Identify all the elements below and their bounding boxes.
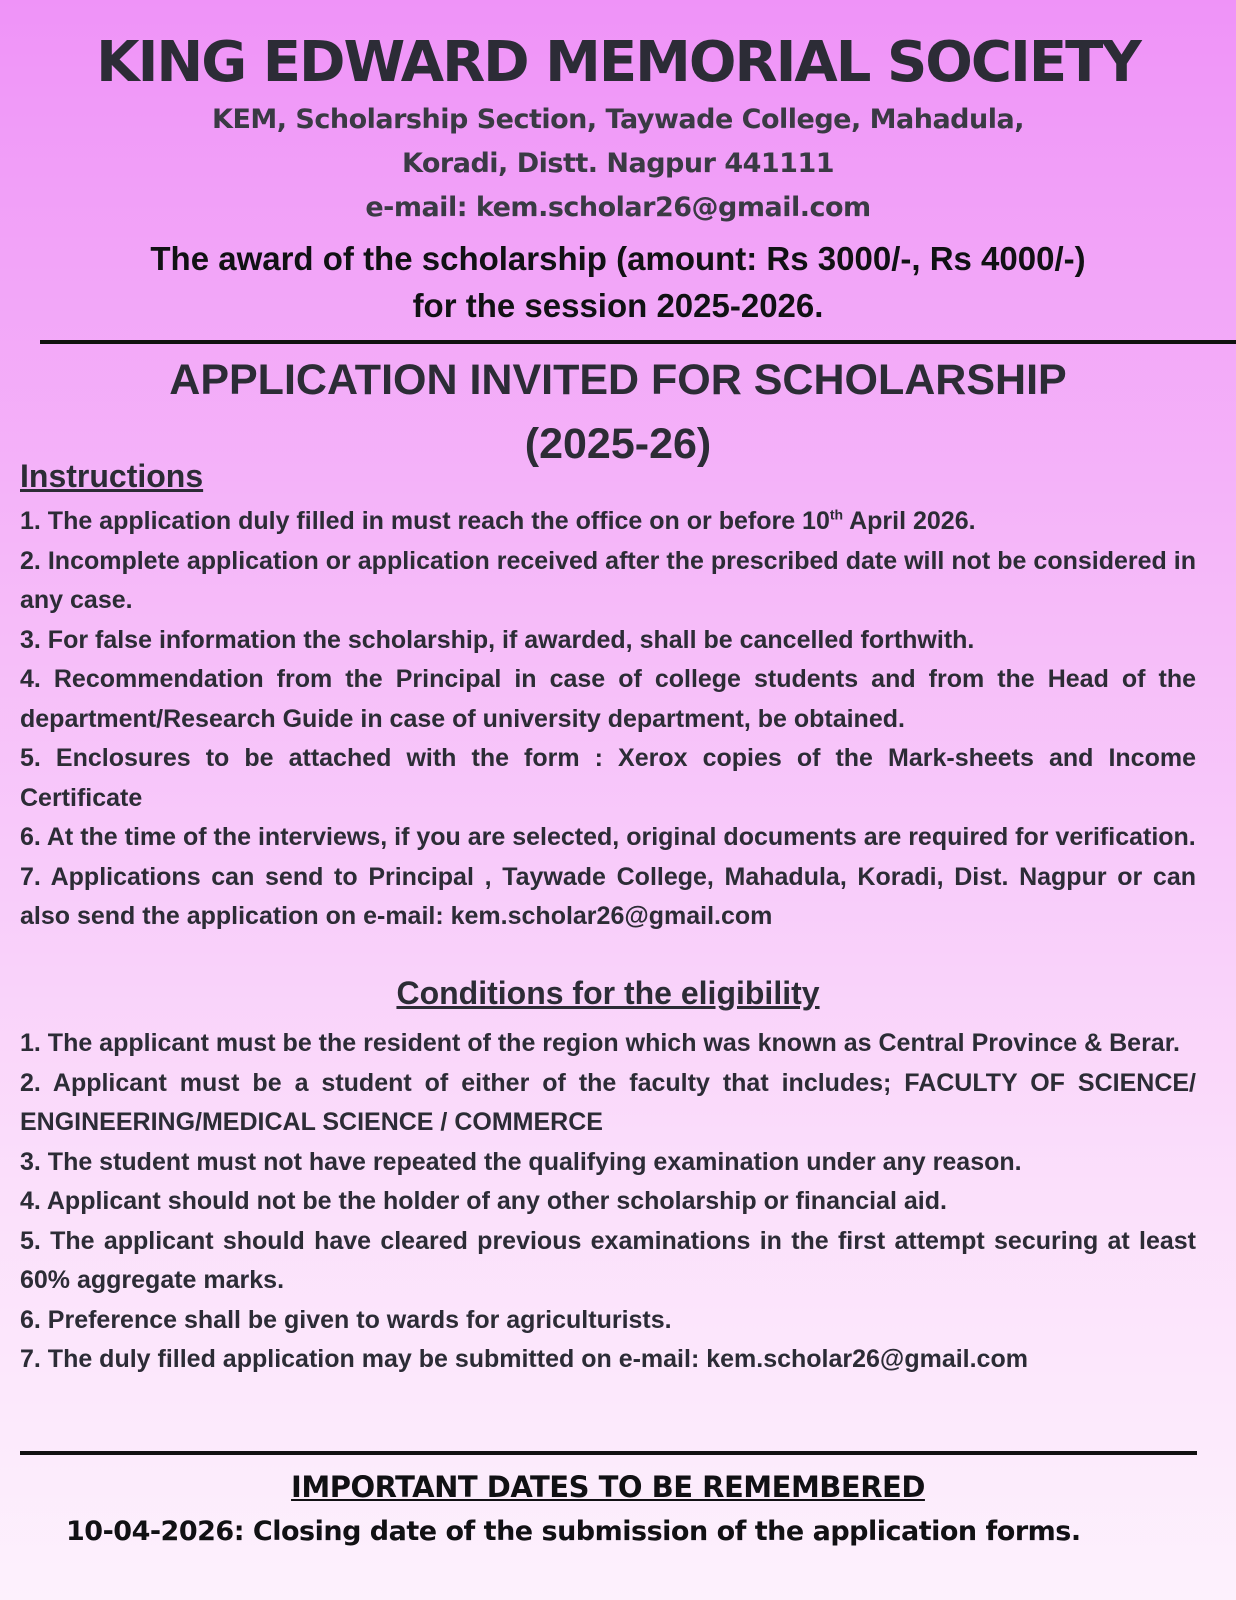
- condition-item-1: 1. The applicant must be the resident of the region which was known as Central Province & Berar.: [20, 1029, 1180, 1057]
- instructions-list: [20, 502, 1196, 937]
- instruction-item-3: 3. For false information the scholarship, if awarded, shall be cancelled forthwith.: [20, 625, 975, 654]
- bottom-divider: [20, 1451, 1197, 1455]
- condition-item-6: 6. Preference shall be given to wards for agriculturists.: [20, 1305, 672, 1334]
- instruction-item-2: 2. Incomplete application or application received after the prescribed date will not be considered in any case.: [20, 546, 1196, 614]
- closing-date-line: 10-04-2026: Closing date of the submission of the application forms.: [66, 1516, 1081, 1547]
- condition-item-2: 2. Applicant must be a student of either of the faculty that includes; FACULTY OF SCIENCE/ ENGINEERING/MEDICAL SCIENCE / COMMERCE: [20, 1068, 1196, 1136]
- instruction-item-1-text: 1. The application duly filled in must reach the office on or before 10: [20, 507, 830, 535]
- condition-item-5: 5. The applicant should have cleared previous examinations in the first attempt securing at least 60% aggregate marks.: [20, 1226, 1196, 1294]
- ordinal-suffix: th: [829, 506, 844, 523]
- email-line: e-mail: kem.scholar26@gmail.com: [365, 192, 871, 223]
- organization-name: KING EDWARD MEMORIAL SOCIETY: [96, 30, 1140, 95]
- conditions-heading: Conditions for the eligibility: [396, 975, 820, 1011]
- instructions-heading: Instructions: [20, 458, 204, 494]
- condition-item-3: 3. The student must not have repeated the qualifying examination under any reason.: [20, 1147, 1022, 1176]
- application-title-line-2: (2025-26): [524, 420, 712, 468]
- award-line-2: for the session 2025-2026.: [412, 287, 824, 324]
- important-dates-heading: IMPORTANT DATES TO BE REMEMBERED: [291, 1470, 925, 1504]
- instruction-item-1: [20, 502, 1196, 542]
- instruction-item-4: 4. Recommendation from the Principal in case of college students and from the Head of the department/Research Guide in case of university department, be obtained.: [20, 665, 1196, 733]
- instruction-item-6: 6. At the time of the interviews, if you are selected, original documents are required for verification.: [20, 823, 1196, 851]
- instruction-item-1-date: April 2026.: [843, 507, 976, 535]
- address-line-1: KEM, Scholarship Section, Taywade College, Mahadula,: [212, 104, 1024, 135]
- award-line-1: The award of the scholarship (amount: Rs 3000/-, Rs 4000/-): [150, 240, 1086, 277]
- condition-item-7: 7. The duly filled application may be submitted on e-mail: kem.scholar26@gmail.com: [20, 1345, 1028, 1373]
- address-line-2: Koradi, Distt. Nagpur 441111: [401, 148, 835, 179]
- instruction-item-7: 7. Applications can send to Principal , Taywade College, Mahadula, Koradi, Dist. Nagpur or can also send the application on e-mail: kem.scholar26@gmail.com: [20, 862, 1196, 930]
- top-divider: [40, 340, 1236, 344]
- condition-item-4: 4. Applicant should not be the holder of any other scholarship or financial aid.: [20, 1187, 947, 1215]
- application-title-line-1: APPLICATION INVITED FOR SCHOLARSHIP: [169, 356, 1067, 404]
- conditions-list: [20, 1024, 1196, 1380]
- instruction-item-5: 5. Enclosures to be attached with the form : Xerox copies of the Mark-sheets and Income Certificate: [20, 744, 1196, 812]
